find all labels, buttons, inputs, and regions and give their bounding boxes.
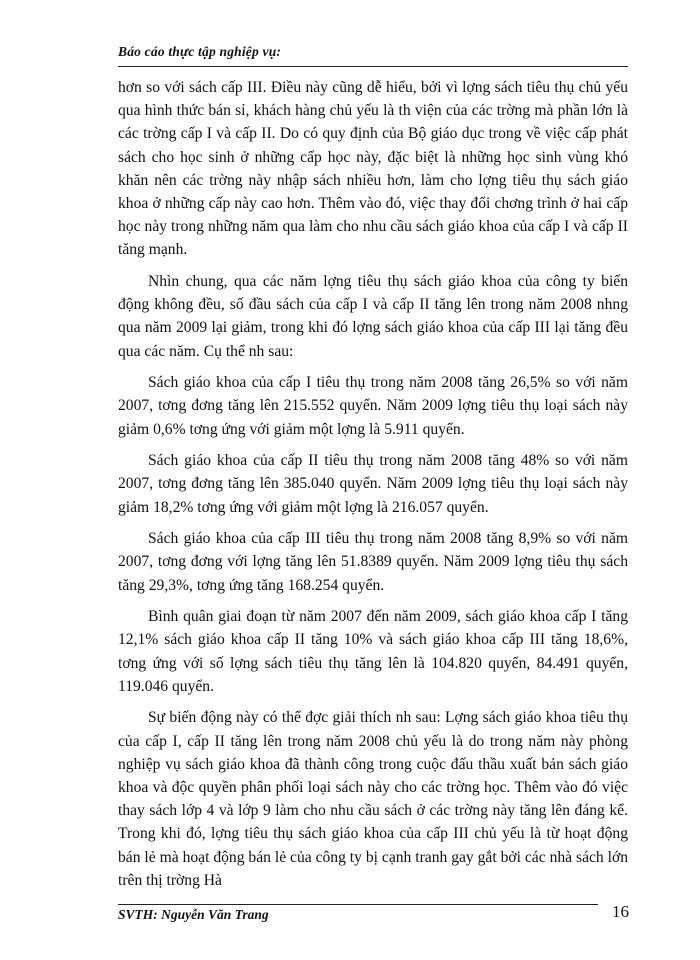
page-header <box>118 44 628 67</box>
document-body <box>118 76 628 900</box>
paragraph-3: Sách giáo khoa của cấp I tiêu thụ trong năm 2008 tăng 26,5% so với năm 2007, tơng đơng tăng lên 215.552 quyển. Năm 2009 lợng tiêu thụ loại sách này giảm 0,6% tơng ứng với giảm một lợng là 5.911 quyển. <box>118 374 628 438</box>
paragraph-5: Sách giáo khoa của cấp III tiêu thụ trong năm 2008 tăng 8,9% so với năm 2007, tơng đơng với lợng tăng lên 51.8389 quyển. Năm 2009 lợng tiêu thụ sách tăng 29,3%, tơng ứng tăng 168.254 quyển. <box>118 530 628 594</box>
paragraph-7: Sự biến động này có thể đợc giải thích nh sau: Lợng sách giáo khoa tiêu thụ của cấp I, cấp II tăng lên trong năm 2008 chủ yếu là do trong năm này phòng nghiệp vụ sách giáo khoa đã thành công trong cuộc đấu thầu xuất bản sách giáo khoa và độc quyền phân phối loại sách này cho các trờng học. Thêm vào đó việc thay sách lớp 4 và lớp 9 làm cho nhu cầu sách ở các trờng này tăng lên đáng kể. Trong khi đó, lợng tiêu thụ sách giáo khoa của cấp III chủ yếu là từ hoạt động bán lẻ mà hoạt động bán lẻ của công ty bị cạnh tranh gay gắt bởi các nhà sách lớn trên thị trờng Hà <box>118 709 628 889</box>
paragraph-1: hơn so với sách cấp III. Điều này cũng dễ hiểu, bởi vì lợng sách tiêu thụ chủ yếu qua hình thức bán sỉ, khách hàng chủ yếu là th viện của các trờng mà phần lớn là các trờng cấp I và cấp II. Do có quy định của Bộ giáo dục trong về việc cấp phát sách cho học sinh ở những cấp học này, đặc biệt là những học sinh vùng khó khăn nên các trờng này nhập sách nhiều hơn, làm cho lợng tiêu thụ sách giáo khoa ở những cấp này cao hơn. Thêm vào đó, việc thay đổi chơng trình ở hai cấp học này trong những năm qua làm cho nhu cầu sách giáo khoa của cấp I và cấp II tăng mạnh. <box>118 79 628 259</box>
page-number: 16 <box>612 902 629 921</box>
paragraph-4: Sách giáo khoa của cấp II tiêu thụ trong năm 2008 tăng 48% so với năm 2007, tơng đơng tăng lên 385.040 quyển. Năm 2009 lợng tiêu thụ loại sách này giảm 18,2% tơng ứng với giảm một lợng là 216.057 quyển. <box>118 452 628 516</box>
paragraph-2: Nhìn chung, qua các năm lợng tiêu thụ sách giáo khoa của công ty biến động không đều, số đầu sách của cấp I và cấp II tăng lên trong năm 2008 nhng qua năm 2009 lại giảm, trong khi đó lợng sách giáo khoa của cấp III lại tăng đều qua các năm. Cụ thể nh sau: <box>118 273 628 360</box>
header-title: Báo cáo thực tập nghiệp vụ: <box>118 44 282 59</box>
footer-divider <box>118 904 598 905</box>
footer-author: SVTH: Nguyễn Văn Trang <box>118 907 269 922</box>
paragraph-6: Bình quân giai đoạn từ năm 2007 đến năm 2009, sách giáo khoa cấp I tăng 12,1% sách giáo khoa cấp II tăng 10% và sách giáo khoa cấp III tăng 18,6%, tơng ứng với số lợng sách tiêu thụ tăng lên là 104.820 quyển, 84.491 quyển, 119.046 quyển. <box>118 608 628 695</box>
